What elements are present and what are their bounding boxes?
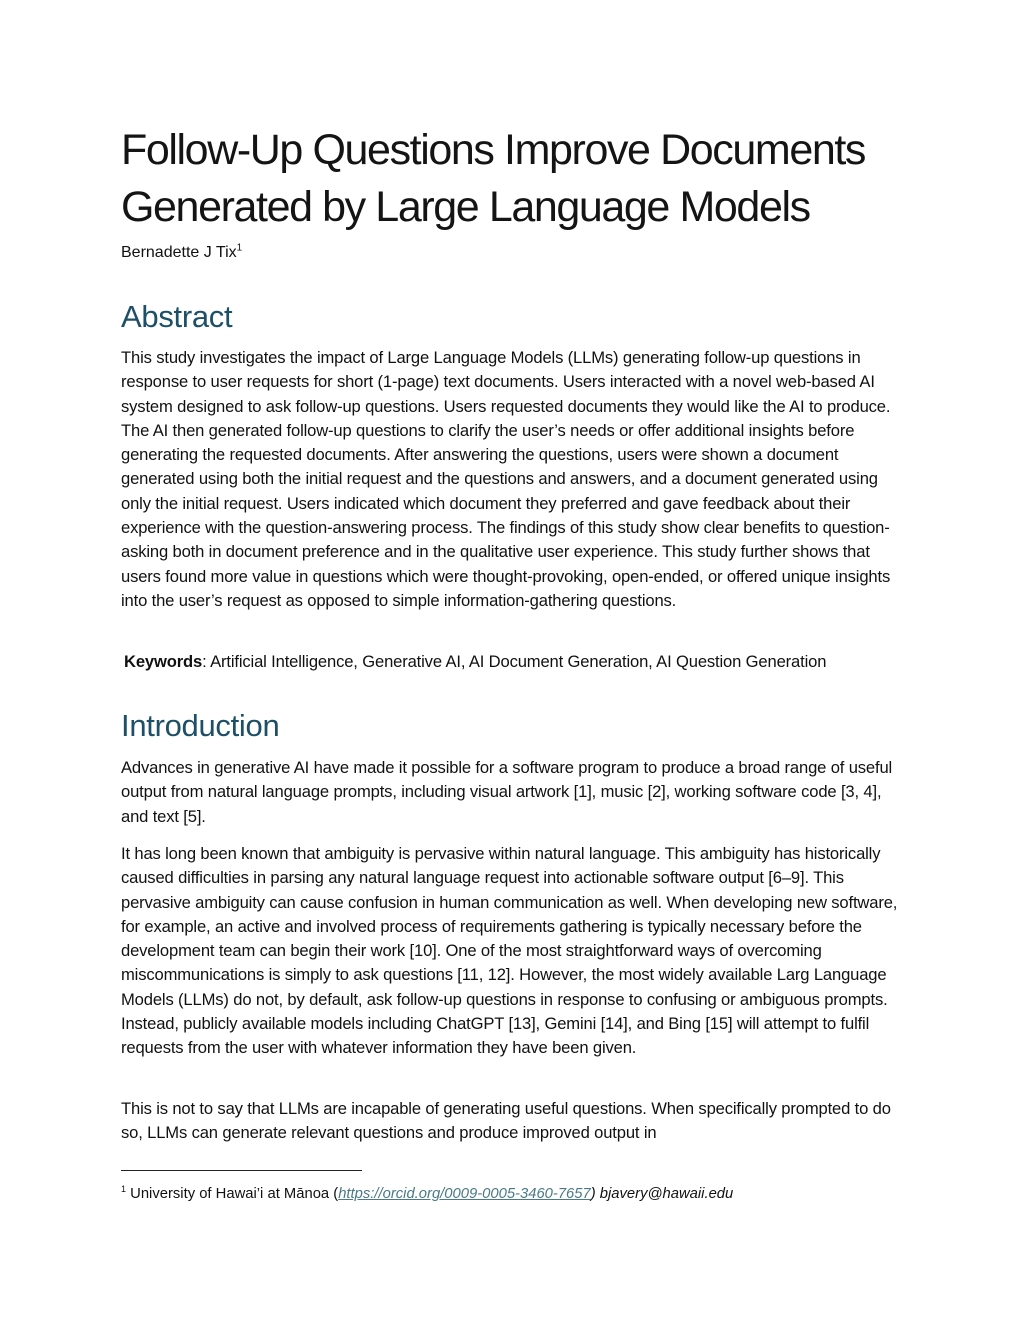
abstract-heading: Abstract: [121, 299, 233, 334]
keywords-line: [124, 650, 826, 674]
paper-title: Follow-Up Questions Improve Documents Generated by Large Language Models: [121, 126, 865, 231]
intro-paragraph-2: It has long been known that ambiguity is pervasive within natural language. This ambiguity has historically caused difficulties in parsing any natural language request into actionable software output [6–9]. This pervasive ambiguity can cause confusion in human communication as well. When developing new software, for example, an active and involved process of requirements gathering is typically necessary before the development team can begin their work [10]. One of the most straightforward ways of overcoming miscommunications is simply to ask questions [11, 12]. However, the most widely available Larg Language Models (LLMs) do not, by default, ask follow-up questions in response to confusing or ambiguous prompts. Instead, publicly available models including ChatGPT [13], Gemini [14], and Bing [15] will attempt to fulfil requests from the user with whatever information they have been given.: [121, 844, 898, 1058]
orcid-link[interactable]: https://orcid.org/0009-0005-3460-7657: [338, 1186, 591, 1202]
keywords-text: : Artificial Intelligence, Generative AI, AI Document Generation, AI Question Generation: [202, 652, 827, 671]
author-line: [121, 241, 242, 265]
intro-paragraph-3: This is not to say that LLMs are incapable of generating useful questions. When specifically prompted to do so, LLMs can generate relevant questions and produce improved output in: [121, 1099, 891, 1143]
keywords-label: Keywords: [124, 652, 203, 671]
footnote-affiliation: University of Hawai’i at Mānoa (: [130, 1186, 339, 1202]
introduction-heading: Introduction: [121, 708, 280, 743]
author-footnote-marker[interactable]: 1: [236, 242, 243, 254]
footnote-marker: 1: [121, 1184, 127, 1195]
abstract-body: This study investigates the impact of Large Language Models (LLMs) generating follow-up questions in response to user requests for short (1-page) text documents. Users interacted with a novel web-based AI system designed to ask follow-up questions. Users requested documents they would like the AI to produce. The AI then generated follow-up questions to clarify the user’s needs or offer additional insights before generating the requested documents. After answering the questions, users were shown a document generated using both the initial request and the questions and answers, and a document generated using only the initial request. Users indicated which document they preferred and gave feedback about their experience with the question-answering process. The findings of this study show clear benefits to question-asking both in document preference and in the qualitative user experience. This study further shows that users found more value in questions which were thought-provoking, open-ended, or offered unique insights into the user’s request as opposed to simple information-gathering questions.: [121, 348, 891, 610]
footnote-divider: [121, 1170, 362, 1171]
intro-paragraph-1: Advances in generative AI have made it possible for a software program to produce a broad range of useful output from natural language prompts, including visual artwork [1], music [2], working software code [3, 4], and text [5].: [121, 758, 893, 826]
footnote: [121, 1183, 905, 1205]
footnote-email: ) bjavery@hawaii.edu: [590, 1186, 734, 1202]
author-name: Bernadette J Tix: [121, 244, 237, 261]
